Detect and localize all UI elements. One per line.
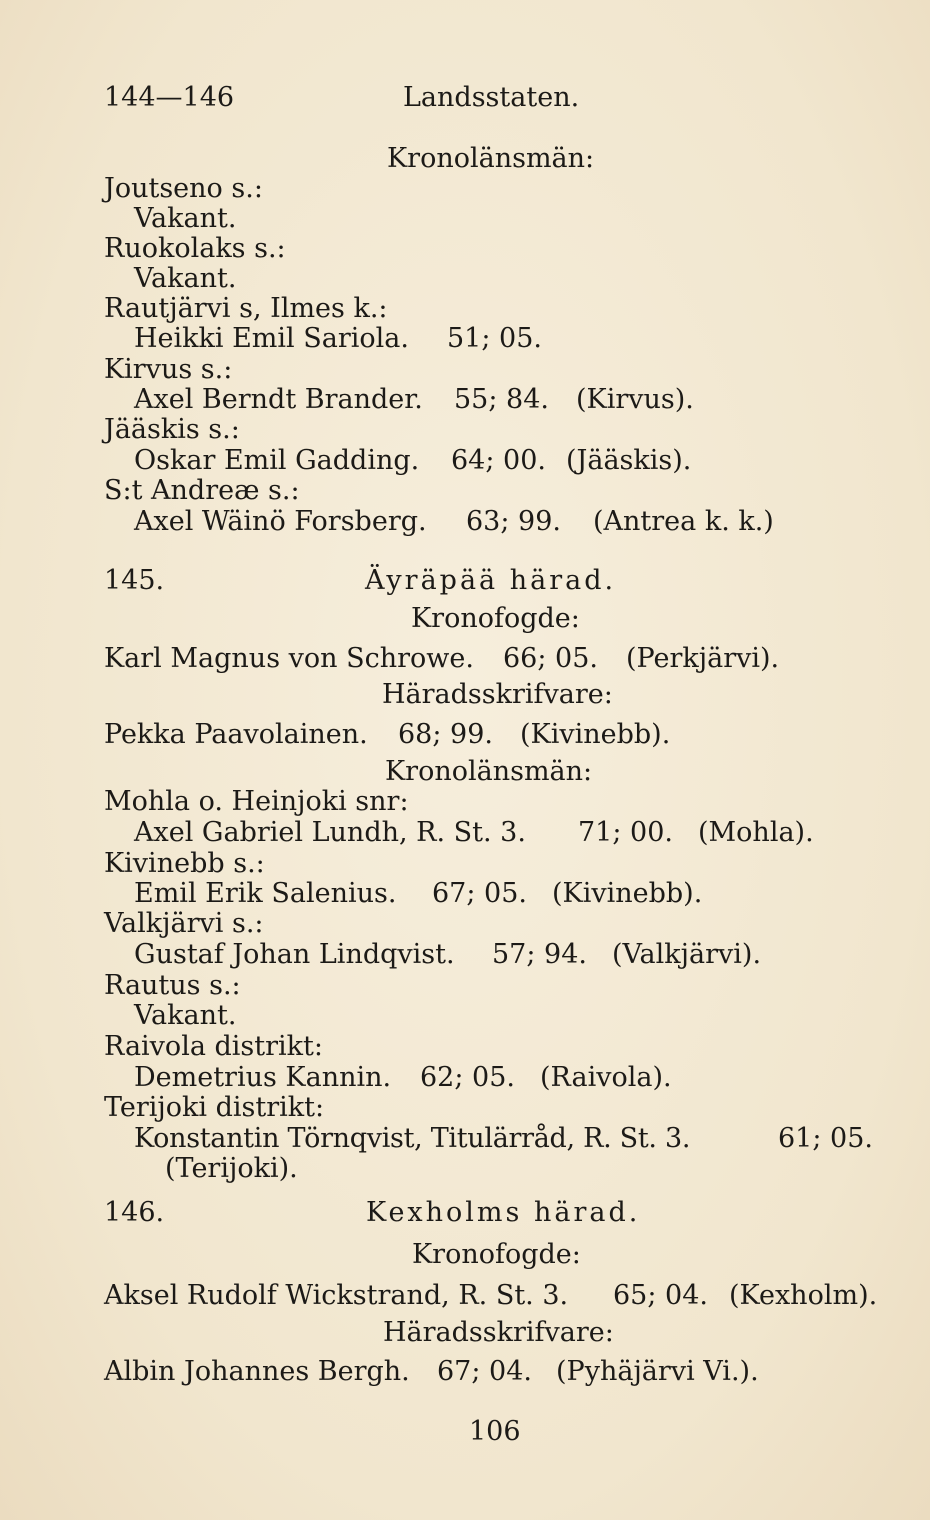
subheading-kronofogde: Kronofogde:	[411, 603, 580, 634]
place-line: Raivola distrikt:	[104, 1031, 323, 1062]
person-line: Aksel Rudolf Wickstrand, R. St. 3. 65; 04. (Kexholm).	[104, 1280, 878, 1311]
person-line-continuation: (Terijoki).	[165, 1153, 298, 1184]
subheading-kronolansman: Kronolänsmän:	[387, 143, 595, 174]
page-number: 106	[469, 1416, 521, 1447]
person-line: Pekka Paavolainen. 68; 99. (Kivinebb).	[104, 719, 671, 750]
person-line: Vakant.	[134, 263, 237, 294]
person-line: Axel Gabriel Lundh, R. St. 3. 71; 00. (Mohla).	[134, 817, 814, 848]
page-footer	[0, 1416, 930, 1447]
person-line: Demetrius Kannin. 62; 05. (Raivola).	[134, 1062, 672, 1093]
person-line: Emil Erik Salenius. 67; 05. (Kivinebb).	[134, 878, 703, 909]
section-heading-145	[0, 565, 930, 596]
running-header	[0, 82, 930, 113]
person-line: Karl Magnus von Schrowe. 66; 05. (Perkjärvi).	[104, 643, 780, 674]
subheading-kronolansman: Kronolänsmän:	[385, 756, 593, 787]
person-line: Axel Berndt Brander. 55; 84. (Kirvus).	[134, 384, 694, 415]
person-line: Heikki Emil Sariola. 51; 05.	[134, 323, 542, 354]
place-line: Valkjärvi s.:	[104, 908, 264, 939]
place-line: Rautjärvi s, Ilmes k.:	[104, 293, 388, 324]
place-line: Ruokolaks s.:	[104, 233, 286, 264]
person-line: Oskar Emil Gadding. 64; 00. (Jääskis).	[134, 445, 692, 476]
place-line: Kivinebb s.:	[104, 848, 265, 879]
place-line: Jääskis s.:	[104, 414, 240, 445]
person-line: Vakant.	[134, 203, 237, 234]
section-heading-146	[0, 1197, 930, 1228]
subheading-haradsskrivare: Häradsskrifvare:	[382, 679, 613, 710]
place-line: Mohla o. Heinjoki snr:	[104, 786, 409, 817]
person-line: Axel Wäinö Forsberg. 63; 99. (Antrea k. k.)	[134, 506, 774, 537]
place-line: S:t Andreæ s.:	[104, 475, 300, 506]
person-line: Vakant.	[134, 1000, 237, 1031]
person-line-wrapped: Konstantin Törnqvist, Titulärråd, R. St. 3. 61; 05.	[134, 1123, 873, 1154]
page-title: Landsstaten.	[403, 82, 580, 113]
place-line: Joutseno s.:	[104, 173, 263, 204]
subheading-haradsskrivare: Häradsskrifvare:	[383, 1317, 614, 1348]
person-line: Gustaf Johan Lindqvist. 57; 94. (Valkjärvi).	[134, 939, 762, 970]
section-title: Äyräpää härad.	[365, 565, 617, 596]
section-title: Kexholms härad.	[366, 1197, 641, 1228]
place-line: Rautus s.:	[104, 970, 241, 1001]
section-number: 146.	[104, 1197, 165, 1228]
place-line: Terijoki distrikt:	[104, 1092, 325, 1123]
subheading-kronofogde: Kronofogde:	[412, 1239, 581, 1270]
place-line: Kirvus s.:	[104, 354, 233, 385]
section-number: 145.	[104, 565, 165, 596]
page-range: 144—146	[104, 82, 235, 113]
person-line: Albin Johannes Bergh. 67; 04. (Pyhäjärvi Vi.).	[104, 1356, 759, 1387]
